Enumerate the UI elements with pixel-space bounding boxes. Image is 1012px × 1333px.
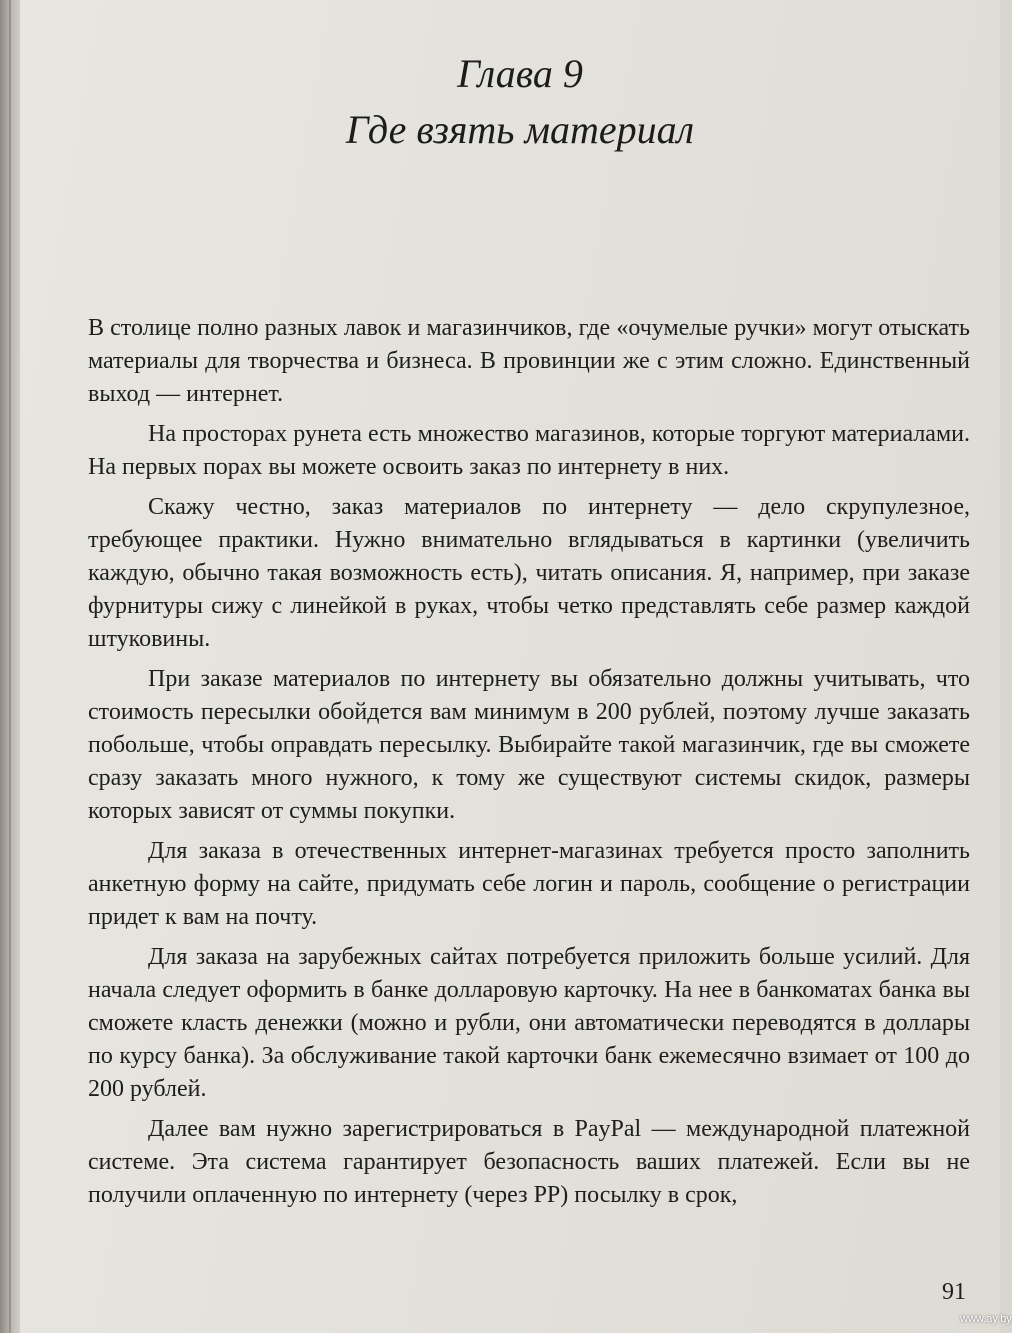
paragraph-5: Для заказа в отечественных интернет-магазинах требуется просто заполнить анкетную форму на сайте, придумать себе логин и пароль, сообщение о регистрации придет к вам на почту.	[88, 838, 970, 930]
chapter-body	[88, 312, 970, 1212]
paragraph-3: Скажу честно, заказ материалов по интернету — дело скрупулезное, требующее практики. Нужно внимательно вглядываться в картинки (увеличить каждую, обычно такая возможность есть), читать описания. Я, например, при заказе фурнитуры сижу с линейкой в руках, чтобы четко представлять себе размер каждой штуковины.	[88, 494, 970, 652]
chapter-title: Где взять материал	[345, 107, 695, 152]
page-edge-line	[9, 0, 11, 1333]
page-number: 91	[942, 1279, 966, 1305]
paragraph-1: В столице полно разных лавок и магазинчиков, где «очумелые ручки» могут отыскать материалы для творчества и бизнеса. В провинции же с этим сложно. Единственный выход — интернет.	[88, 315, 970, 407]
chapter-heading	[40, 46, 1000, 158]
book-page	[20, 0, 1000, 1333]
paragraph-7: Далее вам нужно зарегистрироваться в PayPal — международной платежной системе. Эта система гарантирует безопасность ваших платежей. Если вы не получили оплаченную по интернету (через PP) посылку в срок,	[88, 1116, 970, 1208]
left-page-edge	[0, 0, 20, 1333]
watermark: www.ay.by	[960, 1313, 1012, 1325]
paragraph-6: Для заказа на зарубежных сайтах потребуется приложить больше усилий. Для начала следует оформить в банке долларовую карточку. На нее в банкоматах банка вы сможете класть денежки (можно и рубли, они автоматически переводятся в доллары по курсу банка). За обслуживание такой карточки банк ежемесячно взимает от 100 до 200 рублей.	[88, 944, 970, 1102]
chapter-number: Глава 9	[457, 51, 583, 96]
paragraph-2: На просторах рунета есть множество магазинов, которые торгуют материалами. На первых порах вы можете освоить заказ по интернету в них.	[88, 421, 970, 480]
paragraph-4: При заказе материалов по интернету вы обязательно должны учитывать, что стоимость пересылки обойдется вам минимум в 200 рублей, поэтому лучше заказать побольше, чтобы оправдать пересылку. Выбирайте такой магазинчик, где вы сможете сразу заказать много нужного, к тому же существуют системы скидок, размеры которых зависят от суммы покупки.	[88, 666, 970, 824]
